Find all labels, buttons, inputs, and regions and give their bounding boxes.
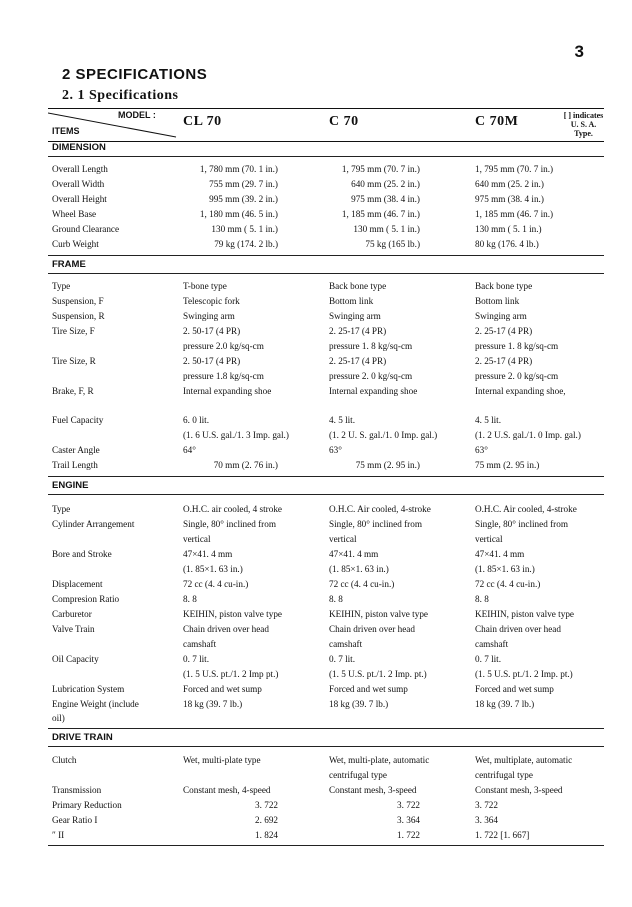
spec-value-c70m: 2. 25-17 (4 PR) <box>475 326 533 336</box>
spec-value-cl70: 8. 8 <box>183 594 197 604</box>
spec-value-cl70: vertical <box>183 534 211 544</box>
model-label: MODEL : <box>118 110 156 120</box>
spec-value-cl70: 72 cc (4. 4 cu-in.) <box>183 579 249 589</box>
spec-value-c70m: 3. 364 <box>475 815 498 825</box>
spec-value-cl70: 755 mm (29. 7 in.) <box>209 179 278 189</box>
spec-value-c70: pressure 2. 0 kg/sq-cm <box>329 371 413 381</box>
spec-value-c70: 130 mm ( 5. 1 in.) <box>353 224 420 234</box>
spec-value-c70: 4. 5 lit. <box>329 415 356 425</box>
item-label: Caster Angle <box>52 445 100 455</box>
spec-value-c70: centrifugal type <box>329 770 387 780</box>
spec-value-cl70: Forced and wet sump <box>183 684 262 694</box>
item-label: Wheel Base <box>52 209 97 219</box>
spec-value-cl70: 1, 780 mm (70. 1 in.) <box>199 164 278 174</box>
spec-value-cl70: Swinging arm <box>183 311 235 321</box>
item-label: Overall Width <box>52 179 105 189</box>
section-separator <box>48 476 604 477</box>
spec-value-c70: KEIHIN, piston valve type <box>329 609 428 619</box>
spec-value-c70: 2. 25-17 (4 PR) <box>329 326 387 336</box>
spec-value-c70: 47×41. 4 mm <box>329 549 379 559</box>
section-separator <box>48 255 604 256</box>
table-bottom-rule <box>48 845 604 846</box>
spec-value-cl70: 70 mm (2. 76 in.) <box>213 460 278 470</box>
item-label: Fuel Capacity <box>52 415 104 425</box>
spec-value-cl70: 3. 722 <box>255 800 278 810</box>
spec-value-c70: 75 mm (2. 95 in.) <box>355 460 420 470</box>
item-label: Overall Height <box>52 194 107 204</box>
spec-value-c70: 72 cc (4. 4 cu-in.) <box>329 579 395 589</box>
spec-value-c70: Chain driven over head <box>329 624 415 634</box>
spec-value-c70: 18 kg (39. 7 lb.) <box>329 699 389 709</box>
item-label: Tire Size, F <box>52 326 95 336</box>
item-label: Type <box>52 504 71 514</box>
spec-value-cl70: Wet, multi-plate type <box>183 755 261 765</box>
spec-value-c70m: Chain driven over head <box>475 624 561 634</box>
spec-value-c70: 1, 795 mm (70. 7 in.) <box>341 164 420 174</box>
spec-value-c70: camshaft <box>329 639 363 649</box>
spec-value-c70m: 130 mm ( 5. 1 in.) <box>475 224 542 234</box>
column-header-cl70: CL 70 <box>183 114 222 129</box>
spec-value-cl70: (1. 85×1. 63 in.) <box>183 564 243 574</box>
spec-value-c70: pressure 1. 8 kg/sq-cm <box>329 341 413 351</box>
item-label: Overall Length <box>52 164 108 174</box>
spec-value-c70m: 975 mm (38. 4 in.) <box>475 194 544 204</box>
spec-value-cl70: Telescopic fork <box>183 296 240 306</box>
spec-value-c70m: Single, 80° inclined from <box>475 519 568 529</box>
item-label: Gear Ratio I <box>52 815 98 825</box>
spec-value-cl70: 18 kg (39. 7 lb.) <box>183 699 243 709</box>
spec-value-c70: (1. 5 U.S. pt./1. 2 Imp. pt.) <box>329 669 427 679</box>
page-number: 3 <box>574 42 584 61</box>
item-label: Oil Capacity <box>52 654 99 664</box>
spec-value-cl70: 2. 50-17 (4 PR) <box>183 326 241 336</box>
column-header-c70: C 70 <box>329 114 359 129</box>
spec-value-c70: vertical <box>329 534 357 544</box>
spec-value-cl70: 2. 692 <box>255 815 278 825</box>
spec-value-c70: 75 kg (165 lb.) <box>365 239 420 249</box>
item-label: Tire Size, R <box>52 356 96 366</box>
spec-value-cl70: 79 kg (174. 2 lb.) <box>214 239 278 249</box>
spec-value-c70m: 8. 8 <box>475 594 489 604</box>
spec-value-c70m: 1, 185 mm (46. 7 in.) <box>475 209 554 219</box>
spec-value-cl70: 130 mm ( 5. 1 in.) <box>211 224 278 234</box>
spec-value-cl70: (1. 5 U.S. pt./1. 2 Imp pt.) <box>183 669 279 679</box>
spec-value-cl70: Chain driven over head <box>183 624 269 634</box>
spec-value-c70: Back bone type <box>329 281 387 291</box>
spec-value-c70m: 63° <box>475 445 488 455</box>
item-label: Ground Clearance <box>52 224 120 234</box>
item-label: Carburetor <box>52 609 92 619</box>
spec-value-c70m: vertical <box>475 534 503 544</box>
spec-value-c70m: 75 mm (2. 95 in.) <box>475 460 540 470</box>
spec-value-cl70: 995 mm (39. 2 in.) <box>209 194 278 204</box>
spec-value-c70m: Constant mesh, 3-speed <box>475 785 563 795</box>
spec-value-cl70: camshaft <box>183 639 217 649</box>
spec-value-c70: 2. 25-17 (4 PR) <box>329 356 387 366</box>
section-rule <box>48 156 604 157</box>
spec-value-c70m: Swinging arm <box>475 311 527 321</box>
spec-value-c70: Forced and wet sump <box>329 684 408 694</box>
spec-value-c70m: KEIHIN, piston valve type <box>475 609 574 619</box>
spec-value-c70m: (1. 5 U.S. pt./1. 2 Imp. pt.) <box>475 669 573 679</box>
spec-value-c70m: 80 kg (176. 4 lb.) <box>475 239 539 249</box>
section-subheading: 2. 1 Specifications <box>62 88 179 103</box>
spec-value-c70m: 0. 7 lit. <box>475 654 502 664</box>
item-label: Curb Weight <box>52 239 99 249</box>
spec-value-c70: Single, 80° inclined from <box>329 519 422 529</box>
spec-value-cl70: Constant mesh, 4-speed <box>183 785 271 795</box>
spec-value-c70m: (1. 85×1. 63 in.) <box>475 564 535 574</box>
spec-value-c70: 1, 185 mm (46. 7 in.) <box>341 209 420 219</box>
item-label: Lubrication System <box>52 684 125 694</box>
section-rule <box>48 273 604 274</box>
section-title: DRIVE TRAIN <box>52 732 113 743</box>
spec-value-c70: Bottom link <box>329 296 374 306</box>
spec-value-c70m: O.H.C. Air cooled, 4-stroke <box>475 504 577 514</box>
item-label: Suspension, R <box>52 311 105 321</box>
spec-value-c70: Internal expanding shoe <box>329 386 418 396</box>
spec-value-cl70: pressure 1.8 kg/sq-cm <box>183 371 264 381</box>
section-title: ENGINE <box>52 480 89 491</box>
section-title: FRAME <box>52 259 86 270</box>
item-label: Displacement <box>52 579 103 589</box>
spec-value-cl70: 1. 824 <box>255 830 278 840</box>
column-header-c70m: C 70M <box>475 114 519 129</box>
item-label: Trail Length <box>52 460 98 470</box>
spec-value-c70m: 72 cc (4. 4 cu-in.) <box>475 579 541 589</box>
spec-value-cl70: Internal expanding shoe <box>183 386 272 396</box>
spec-value-c70m: camshaft <box>475 639 509 649</box>
spec-value-c70: O.H.C. Air cooled, 4-stroke <box>329 504 431 514</box>
spec-value-c70m: Wet, multiplate, automatic <box>475 755 573 765</box>
spec-value-c70m: (1. 2 U.S. gal./1. 0 Imp. gal.) <box>475 430 581 440</box>
spec-value-c70: (1. 85×1. 63 in.) <box>329 564 389 574</box>
table-header <box>48 108 604 142</box>
usa-type-note: [ ] indicates U. S. A. Type. <box>563 111 604 138</box>
spec-value-c70: 8. 8 <box>329 594 343 604</box>
spec-value-cl70: 1, 180 mm (46. 5 in.) <box>199 209 278 219</box>
spec-value-c70: 0. 7 lit. <box>329 654 356 664</box>
item-label: ″ II <box>52 830 65 840</box>
item-label: Bore and Stroke <box>52 549 112 559</box>
section-heading: 2 SPECIFICATIONS <box>62 66 208 83</box>
item-label: Brake, F, R <box>52 386 94 396</box>
spec-value-c70m: 1, 795 mm (70. 7 in.) <box>475 164 554 174</box>
item-label: Primary Reduction <box>52 800 122 810</box>
item-label: Type <box>52 281 71 291</box>
spec-value-c70m: Bottom link <box>475 296 520 306</box>
spec-value-c70m: 640 mm (25. 2 in.) <box>475 179 544 189</box>
spec-value-cl70: 6. 0 lit. <box>183 415 210 425</box>
spec-value-c70: (1. 2 U. S. gal./1. 0 Imp. gal.) <box>329 430 438 440</box>
item-label: oil) <box>52 713 65 723</box>
spec-value-c70m: 2. 25-17 (4 PR) <box>475 356 533 366</box>
spec-value-c70m: 18 kg (39. 7 lb.) <box>475 699 535 709</box>
item-label: Valve Train <box>52 624 95 634</box>
section-rule <box>48 746 604 747</box>
spec-value-c70m: 47×41. 4 mm <box>475 549 525 559</box>
spec-value-c70: 3. 364 <box>397 815 420 825</box>
spec-value-cl70: 64° <box>183 445 196 455</box>
spec-value-c70m: Internal expanding shoe, <box>475 386 566 396</box>
spec-value-c70m: 4. 5 lit. <box>475 415 502 425</box>
spec-value-c70m: pressure 1. 8 kg/sq-cm <box>475 341 559 351</box>
spec-value-c70: Constant mesh, 3-speed <box>329 785 417 795</box>
spec-value-c70m: centrifugal type <box>475 770 533 780</box>
spec-value-cl70: (1. 6 U.S. gal./1. 3 Imp. gal.) <box>183 430 289 440</box>
section-rule <box>48 494 604 495</box>
spec-value-cl70: pressure 2.0 kg/sq-cm <box>183 341 264 351</box>
item-label: Suspension, F <box>52 296 104 306</box>
spec-value-cl70: 47×41. 4 mm <box>183 549 233 559</box>
spec-value-c70: 640 mm (25. 2 in.) <box>351 179 420 189</box>
spec-value-cl70: KEIHIN, piston valve type <box>183 609 282 619</box>
section-title: DIMENSION <box>52 142 106 153</box>
items-label: ITEMS <box>52 126 80 136</box>
item-label: Transmission <box>52 785 102 795</box>
spec-value-cl70: O.H.C. air cooled, 4 stroke <box>183 504 282 514</box>
spec-value-c70: 975 mm (38. 4 in.) <box>351 194 420 204</box>
spec-value-c70m: Back bone type <box>475 281 533 291</box>
spec-value-c70: Wet, multi-plate, automatic <box>329 755 430 765</box>
spec-value-c70m: 3. 722 <box>475 800 498 810</box>
item-label: Clutch <box>52 755 77 765</box>
spec-value-cl70: T-bone type <box>183 281 227 291</box>
spec-value-c70m: Forced and wet sump <box>475 684 554 694</box>
spec-value-cl70: 0. 7 lit. <box>183 654 210 664</box>
item-label: Compresion Ratio <box>52 594 120 604</box>
item-label: Engine Weight (include <box>52 699 139 709</box>
spec-value-c70: 3. 722 <box>397 800 420 810</box>
spec-value-c70: 63° <box>329 445 342 455</box>
spec-value-c70m: 1. 722 [1. 667] <box>475 830 530 840</box>
spec-value-cl70: Single, 80° inclined from <box>183 519 276 529</box>
item-label: Cylinder Arrangement <box>52 519 135 529</box>
spec-value-cl70: 2. 50-17 (4 PR) <box>183 356 241 366</box>
spec-value-c70: 1. 722 <box>397 830 420 840</box>
header-diagonal <box>48 109 178 141</box>
spec-value-c70: Swinging arm <box>329 311 381 321</box>
spec-value-c70m: pressure 2. 0 kg/sq-cm <box>475 371 559 381</box>
section-separator <box>48 728 604 729</box>
